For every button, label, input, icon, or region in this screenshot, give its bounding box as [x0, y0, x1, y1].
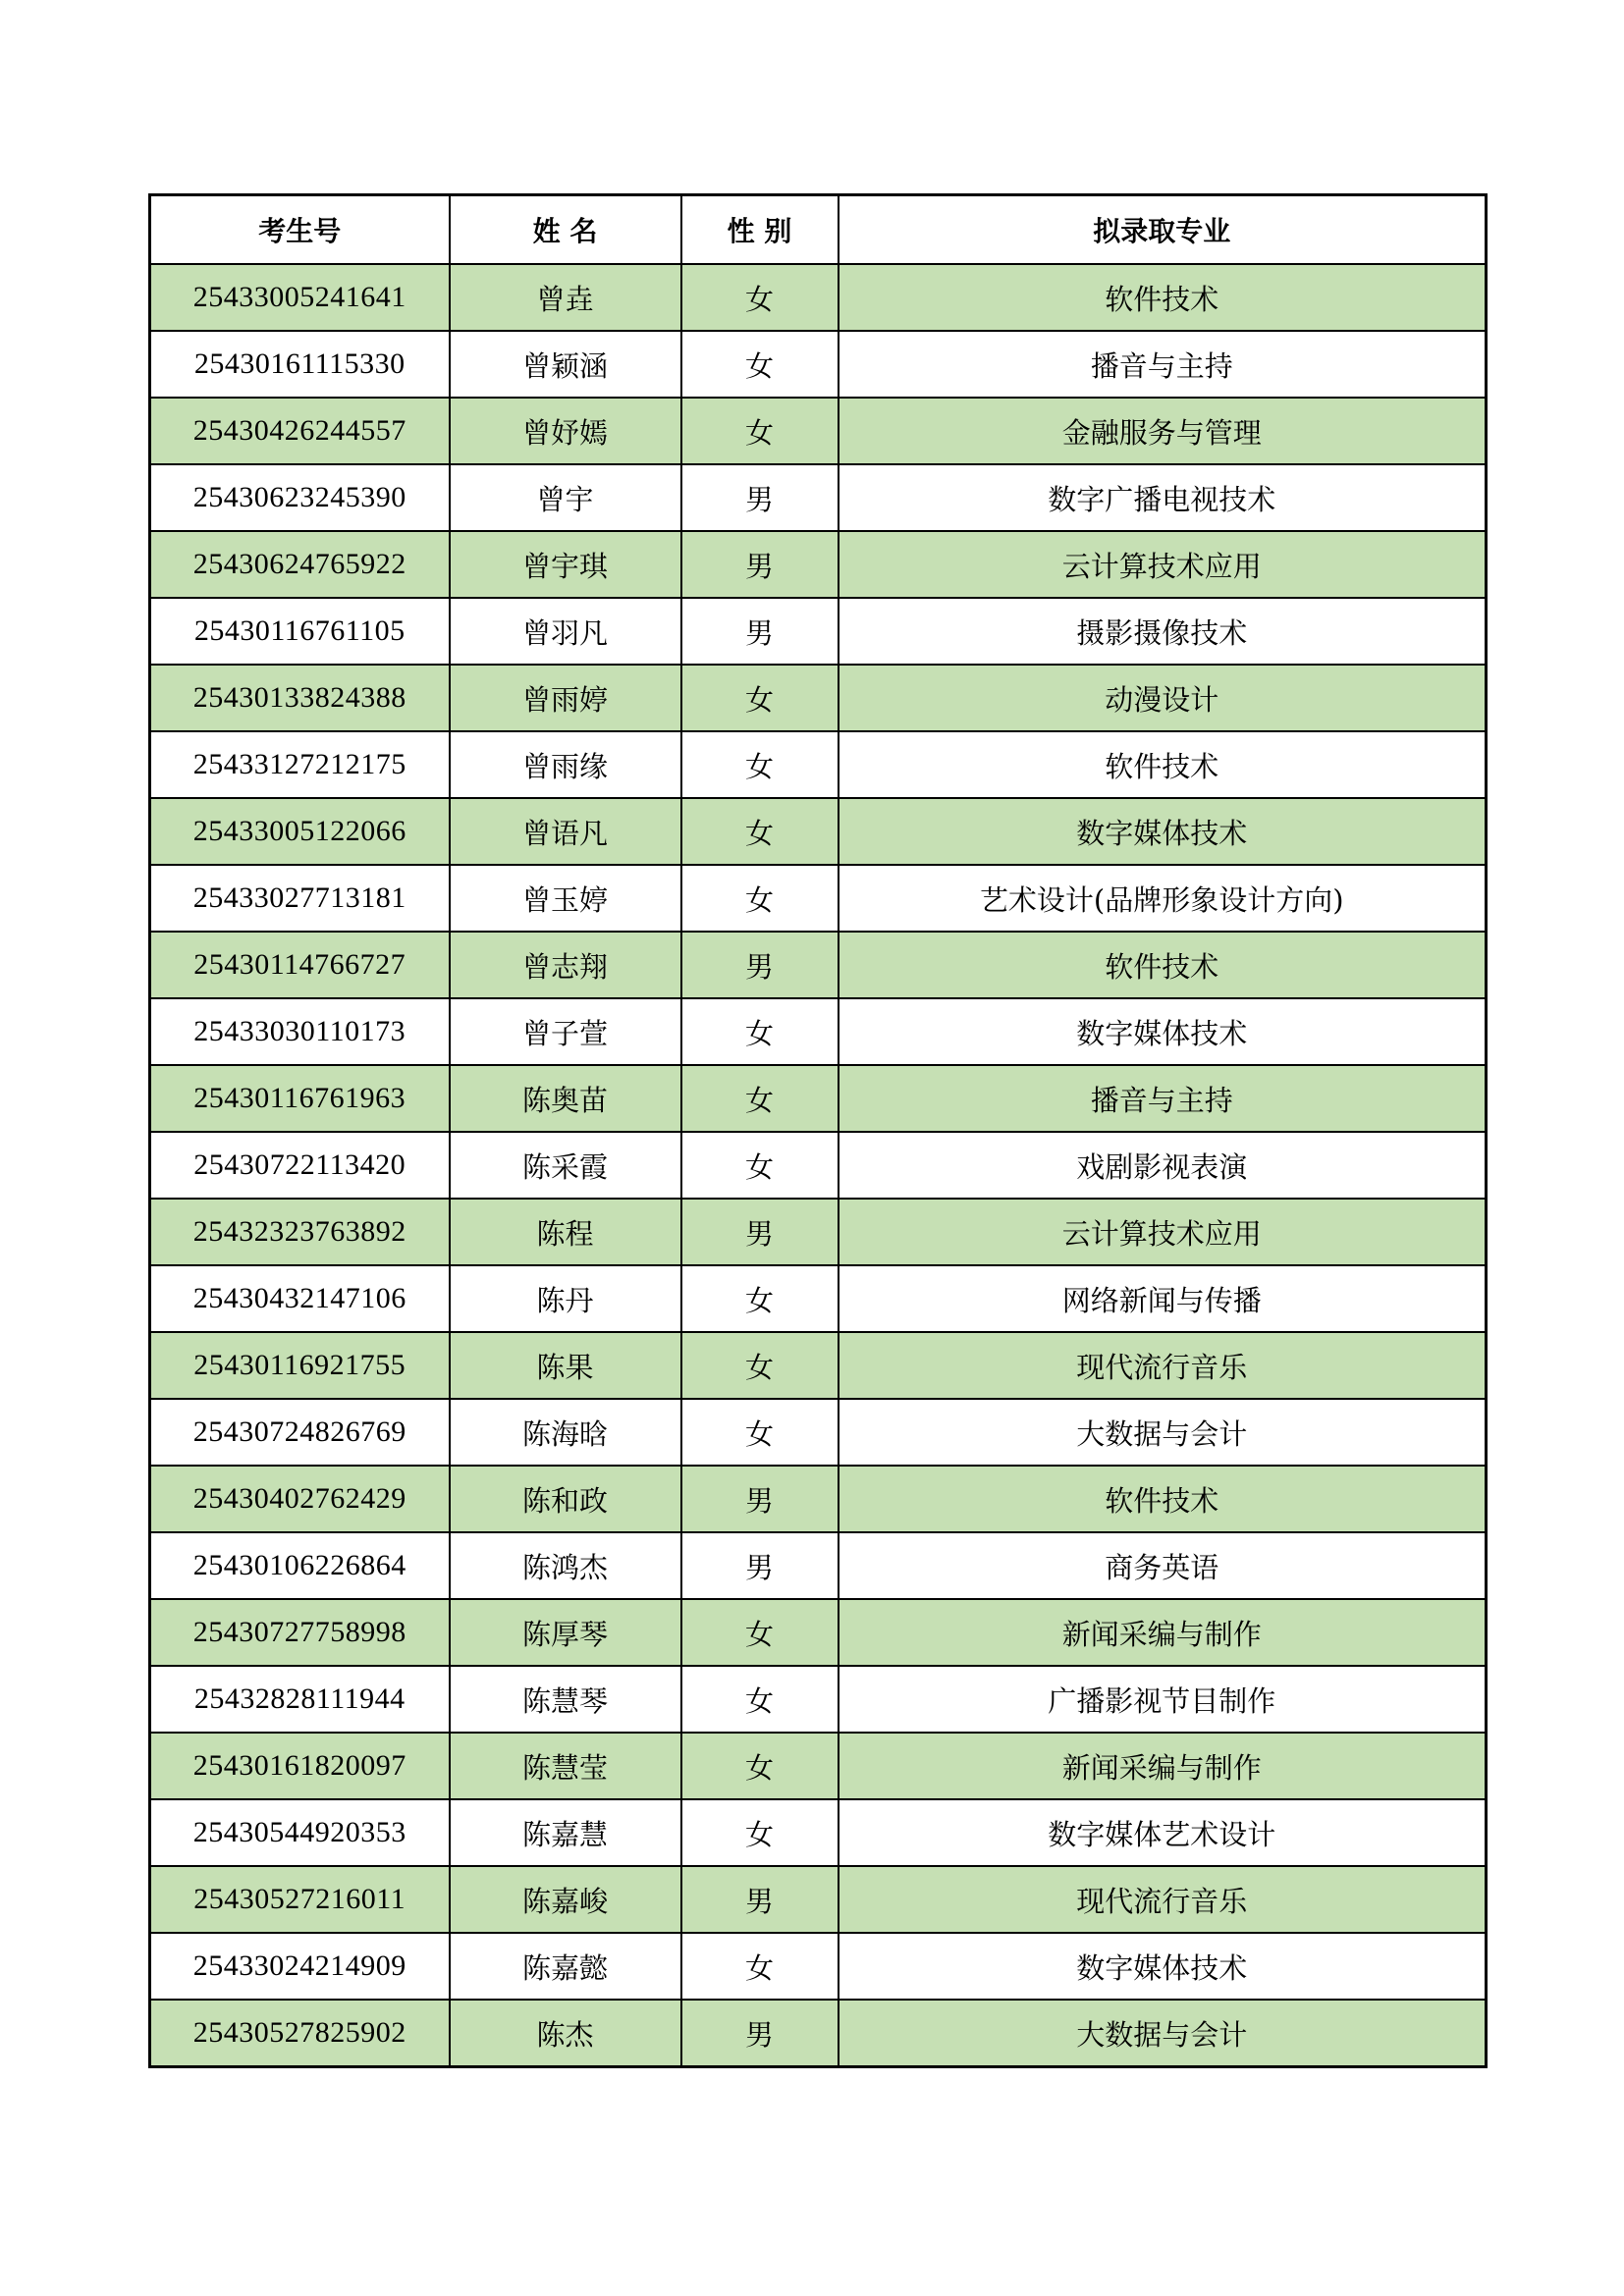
- cell-name: 陈丹: [450, 1265, 681, 1332]
- cell-exam-id: 25430133824388: [150, 665, 450, 731]
- table-row: [150, 1265, 1487, 1332]
- cell-gender: 女: [681, 1265, 839, 1332]
- cell-exam-id: 25430426244557: [150, 398, 450, 464]
- header-exam-id: 考生号: [150, 195, 450, 265]
- cell-name: 曾雨缘: [450, 731, 681, 798]
- cell-major: 数字媒体技术: [839, 998, 1487, 1065]
- cell-name: 陈嘉慧: [450, 1799, 681, 1866]
- header-major: 拟录取专业: [839, 195, 1487, 265]
- cell-gender: 男: [681, 1199, 839, 1265]
- table-row: [150, 2000, 1487, 2067]
- table-row: [150, 1733, 1487, 1799]
- cell-name: 陈果: [450, 1332, 681, 1399]
- cell-gender: 女: [681, 731, 839, 798]
- cell-gender: 女: [681, 1666, 839, 1733]
- table-row: [150, 464, 1487, 531]
- cell-name: 曾宇: [450, 464, 681, 531]
- table-row: [150, 665, 1487, 731]
- cell-exam-id: 25430544920353: [150, 1799, 450, 1866]
- cell-name: 曾羽凡: [450, 598, 681, 665]
- cell-gender: 男: [681, 2000, 839, 2067]
- cell-exam-id: 25433027713181: [150, 865, 450, 932]
- table-row: [150, 798, 1487, 865]
- cell-exam-id: 25432323763892: [150, 1199, 450, 1265]
- cell-major: 大数据与会计: [839, 2000, 1487, 2067]
- cell-name: 曾玉婷: [450, 865, 681, 932]
- table-row: [150, 1532, 1487, 1599]
- cell-gender: 女: [681, 1733, 839, 1799]
- cell-major: 戏剧影视表演: [839, 1132, 1487, 1199]
- table-row: [150, 531, 1487, 598]
- cell-exam-id: 25433005241641: [150, 264, 450, 331]
- header-gender: 性 别: [681, 195, 839, 265]
- table-row: [150, 1599, 1487, 1666]
- cell-major: 软件技术: [839, 731, 1487, 798]
- cell-major: 广播影视节目制作: [839, 1666, 1487, 1733]
- cell-name: 曾子萱: [450, 998, 681, 1065]
- cell-major: 播音与主持: [839, 331, 1487, 398]
- cell-gender: 女: [681, 1065, 839, 1132]
- table-row: [150, 1199, 1487, 1265]
- table-row: [150, 331, 1487, 398]
- cell-exam-id: 25430106226864: [150, 1532, 450, 1599]
- cell-exam-id: 25430724826769: [150, 1399, 450, 1466]
- cell-exam-id: 25430527216011: [150, 1866, 450, 1933]
- cell-name: 陈奥苗: [450, 1065, 681, 1132]
- cell-gender: 男: [681, 598, 839, 665]
- cell-major: 金融服务与管理: [839, 398, 1487, 464]
- cell-name: 陈嘉峻: [450, 1866, 681, 1933]
- cell-major: 软件技术: [839, 1466, 1487, 1532]
- cell-major: 新闻采编与制作: [839, 1599, 1487, 1666]
- cell-gender: 女: [681, 1399, 839, 1466]
- cell-exam-id: 25432828111944: [150, 1666, 450, 1733]
- header-row: [150, 195, 1487, 265]
- cell-gender: 女: [681, 798, 839, 865]
- cell-exam-id: 25430432147106: [150, 1265, 450, 1332]
- cell-major: 软件技术: [839, 264, 1487, 331]
- cell-major: 软件技术: [839, 932, 1487, 998]
- table-row: [150, 264, 1487, 331]
- cell-exam-id: 25430402762429: [150, 1466, 450, 1532]
- cell-name: 曾宇琪: [450, 531, 681, 598]
- cell-gender: 女: [681, 1933, 839, 2000]
- cell-gender: 女: [681, 665, 839, 731]
- cell-name: 陈慧莹: [450, 1733, 681, 1799]
- cell-name: 陈和政: [450, 1466, 681, 1532]
- cell-gender: 男: [681, 531, 839, 598]
- cell-exam-id: 25433127212175: [150, 731, 450, 798]
- table-row: [150, 865, 1487, 932]
- cell-name: 陈鸿杰: [450, 1532, 681, 1599]
- table-row: [150, 1466, 1487, 1532]
- cell-major: 数字广播电视技术: [839, 464, 1487, 531]
- table-row: [150, 731, 1487, 798]
- table-row: [150, 1399, 1487, 1466]
- cell-name: 陈杰: [450, 2000, 681, 2067]
- cell-gender: 女: [681, 1799, 839, 1866]
- cell-name: 陈程: [450, 1199, 681, 1265]
- cell-exam-id: 25433005122066: [150, 798, 450, 865]
- cell-major: 播音与主持: [839, 1065, 1487, 1132]
- table-row: [150, 398, 1487, 464]
- cell-major: 数字媒体技术: [839, 1933, 1487, 2000]
- cell-exam-id: 25430624765922: [150, 531, 450, 598]
- cell-gender: 男: [681, 932, 839, 998]
- cell-major: 云计算技术应用: [839, 1199, 1487, 1265]
- cell-gender: 女: [681, 331, 839, 398]
- table-row: [150, 1065, 1487, 1132]
- cell-exam-id: 25430527825902: [150, 2000, 450, 2067]
- cell-major: 商务英语: [839, 1532, 1487, 1599]
- cell-gender: 女: [681, 264, 839, 331]
- table-row: [150, 1132, 1487, 1199]
- cell-major: 摄影摄像技术: [839, 598, 1487, 665]
- cell-major: 艺术设计(品牌形象设计方向): [839, 865, 1487, 932]
- cell-exam-id: 25430161115330: [150, 331, 450, 398]
- cell-major: 动漫设计: [839, 665, 1487, 731]
- table-row: [150, 998, 1487, 1065]
- cell-name: 陈海晗: [450, 1399, 681, 1466]
- cell-major: 现代流行音乐: [839, 1866, 1487, 1933]
- cell-exam-id: 25430722113420: [150, 1132, 450, 1199]
- cell-gender: 女: [681, 1599, 839, 1666]
- cell-major: 新闻采编与制作: [839, 1733, 1487, 1799]
- cell-gender: 男: [681, 1466, 839, 1532]
- header-name: 姓 名: [450, 195, 681, 265]
- cell-major: 现代流行音乐: [839, 1332, 1487, 1399]
- cell-major: 数字媒体技术: [839, 798, 1487, 865]
- cell-exam-id: 25433024214909: [150, 1933, 450, 2000]
- table-row: [150, 1799, 1487, 1866]
- cell-name: 陈厚琴: [450, 1599, 681, 1666]
- cell-name: 陈嘉懿: [450, 1933, 681, 2000]
- table-body: [150, 264, 1487, 2067]
- table-row: [150, 1332, 1487, 1399]
- cell-gender: 男: [681, 1866, 839, 1933]
- cell-name: 曾垚: [450, 264, 681, 331]
- cell-gender: 女: [681, 1332, 839, 1399]
- cell-exam-id: 25430161820097: [150, 1733, 450, 1799]
- cell-name: 曾志翔: [450, 932, 681, 998]
- cell-name: 曾雨婷: [450, 665, 681, 731]
- cell-exam-id: 25430623245390: [150, 464, 450, 531]
- cell-name: 陈慧琴: [450, 1666, 681, 1733]
- table-row: [150, 932, 1487, 998]
- cell-exam-id: 25430114766727: [150, 932, 450, 998]
- cell-name: 曾语凡: [450, 798, 681, 865]
- cell-gender: 男: [681, 464, 839, 531]
- cell-exam-id: 25430727758998: [150, 1599, 450, 1666]
- table-row: [150, 1866, 1487, 1933]
- cell-major: 网络新闻与传播: [839, 1265, 1487, 1332]
- cell-gender: 女: [681, 865, 839, 932]
- cell-major: 云计算技术应用: [839, 531, 1487, 598]
- cell-major: 数字媒体艺术设计: [839, 1799, 1487, 1866]
- cell-name: 曾妤嫣: [450, 398, 681, 464]
- cell-name: 陈采霞: [450, 1132, 681, 1199]
- table-row: [150, 1666, 1487, 1733]
- cell-gender: 女: [681, 1132, 839, 1199]
- cell-major: 大数据与会计: [839, 1399, 1487, 1466]
- cell-gender: 女: [681, 398, 839, 464]
- table-header: [150, 195, 1487, 265]
- admission-table: [148, 193, 1488, 2068]
- cell-name: 曾颖涵: [450, 331, 681, 398]
- cell-exam-id: 25430116921755: [150, 1332, 450, 1399]
- cell-exam-id: 25430116761963: [150, 1065, 450, 1132]
- cell-gender: 男: [681, 1532, 839, 1599]
- cell-gender: 女: [681, 998, 839, 1065]
- table-row: [150, 598, 1487, 665]
- cell-exam-id: 25430116761105: [150, 598, 450, 665]
- cell-exam-id: 25433030110173: [150, 998, 450, 1065]
- table-row: [150, 1933, 1487, 2000]
